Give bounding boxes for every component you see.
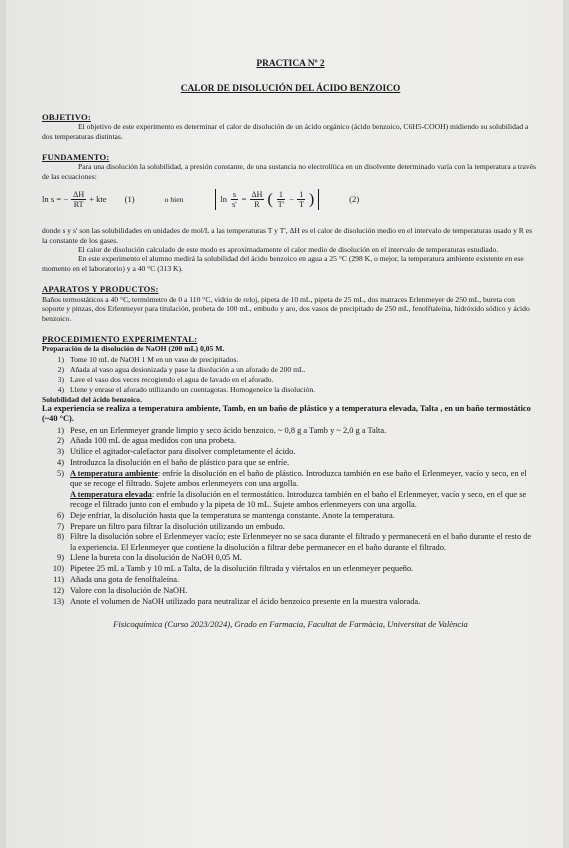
step-number: 8) [57,532,64,542]
list-item [42,447,539,457]
eq1-ln: ln s = − [42,194,69,205]
step-number: 5) [57,468,64,478]
step-text [70,375,539,384]
eq2-ln: ln [220,194,228,205]
eq2-h-num: ΔH [251,190,263,200]
step-body: Prepare un filtro para filtrar la disolución utilizando un embudo. [70,521,285,531]
step-text [70,426,539,436]
step-body: Llene la bureta con la disolución de NaOH 0,05 M. [70,553,242,563]
obien-text: o bien [164,195,184,205]
step-emphasis: A temperatura ambiente [70,468,158,478]
eq2-s-den: s' [232,200,237,210]
step-number: 2) [57,364,64,374]
step-body: Introduzca la disolución en el baño de plástico para que se enfríe. [70,457,290,467]
equations [42,189,539,210]
step-body: Anote el volumen de NaOH utilizado para neutralizar el ácido benzoico presente en la muestra valorada. [70,596,421,606]
step-body: Tome 10 mL de NaOH 1 M en un vaso de precipitados. [70,354,239,364]
step-body: Pipetee 25 mL a Tamb y 10 mL a Talta, de la disolución filtrada y viértalos en un erlenmeyer pequeño. [70,564,414,574]
step-body: Valore con la disolución de NaOH. [70,585,188,595]
step-number: 4) [57,384,64,394]
sol-steps-list [42,426,539,607]
aparatos-heading: APARATOS Y PRODUCTOS: [42,284,159,295]
eq1-fraction [71,190,86,209]
step-body: Lave el vaso dos veces recogiendo el agua de lavado en el aforado. [70,374,274,384]
document-footer: Fisicoquímica (Curso 2023/2024), Grado en Farmacia, Facultat de Farmàcia, Universitat de València [113,618,468,629]
step-body: : enfríe la disolución en el termostático. Introduzca también en el baño el Erlenmeyer, vacío y seco, en el que se recoge el filtrado junto con el embudo y la pipeta de 10 mL. Sujete ambos erlenmeyers con una argolla. [70,489,527,509]
list-item [42,586,539,596]
aparatos-text: Baños termostáticos a 40 °C, termómetro de 0 a 110 °C, vidrio de reloj, pipeta de 10 mL, pipeta de 25 mL, dos matraces Erlenmeyer de 250 mL, bureta con soporte y pinzas, dos Erlenmeyer para titulación, probeta de 100 mL, embudo y aro, dos vasos de precipitado de 250 mL, fenolftaleína, hidróxido sódico y ácido benzoico. [42,294,530,323]
list-item [42,365,539,374]
eq2-a-den: T' [277,200,285,210]
list-item [42,532,539,552]
step-number: 10) [52,564,64,574]
fundamento-p1: donde s y s' son las solubilidades en unidades de mol/L a las temperaturas T y T', ΔH es el calor de disolución medio en el intervalo de temperaturas usado y R es la constante de los gases. [42,226,533,245]
step-number: 1) [57,354,64,364]
step-number: 6) [57,510,64,520]
step-text [70,385,539,394]
list-item [42,490,539,510]
step-number: 2) [57,436,64,446]
document-subtitle: CALOR DE DISOLUCIÓN DEL ÁCIDO BENZOICO [180,84,401,95]
list-item [42,355,539,364]
step-number: 11) [53,574,64,584]
list-item [42,375,539,384]
step-body: Añada al vaso agua desionizada y pase la disolución a un aforado de 200 mL. [70,364,306,374]
eq1-den: RT [73,200,84,210]
equation-1 [42,190,107,209]
equation-2 [215,189,319,210]
eq2-label: (2) [349,194,360,205]
eq2-h-den: R [254,200,260,210]
step-text [70,490,539,510]
eq2-b-den: T [298,200,304,210]
list-item [42,553,539,563]
step-text [70,553,539,563]
step-text [70,436,539,446]
step-number: 4) [57,457,64,467]
step-text [70,511,539,521]
objetivo-heading: OBJETIVO: [42,111,91,122]
step-text [70,575,539,585]
prep-steps-list [42,355,539,394]
fundamento-p2: El calor de disolución calculado de este modo es aproximadamente el calor medio de disolución en el intervalo de temperaturas estudiado. [78,245,499,255]
fundamento-heading: FUNDAMENTO: [42,152,110,163]
list-item [42,426,539,436]
prep-heading: Preparación de la disolución de NaOH (200 mL) 0,05 M. [42,344,225,354]
eq1-num: ΔH [73,190,85,200]
fundamento-intro: Para una disolución la solubilidad, a presión constante, de una sustancia no electrolítica en un disolvente determinado varía con la temperatura a través de las ecuaciones: [42,162,536,181]
step-text [70,564,539,574]
step-body: Filtre la disolución sobre el Erlenmeyer vacío; este Erlenmeyer no se saca durante el filtrado y permanecerá en el baño durante el resto de la experiencia. El Erlenmeyer que contiene la disolución a filtrar debe permanecer en el baño durante el filtrado. [70,532,532,552]
step-emphasis: A temperatura elevada [70,489,152,499]
procedimiento-heading: PROCEDIMIENTO EXPERIMENTAL: [42,333,198,344]
document-title: PRACTICA Nº 2 [256,59,325,69]
step-body: Utilice el agitador-calefactor para disolver completamente el ácido. [70,447,296,457]
step-body: Añada una gota de fenolftaleína. [70,574,180,584]
list-item [42,564,539,574]
list-item [42,575,539,585]
step-body: : enfríe la disolución en el baño de plástico. Introduzca también en ese baño el Erlenmeyer, vacío y seco, en el que se recoge el filtrado. Sujete ambos erlenmeyers con una argolla. [70,468,527,488]
list-item [42,597,539,607]
step-text [70,522,539,532]
eq2-h-frac [250,190,265,209]
eq2-b-num: 1 [299,190,304,200]
eq1-label: (1) [124,194,135,205]
sol-heading: Solubilidad del ácido benzoico. [42,394,143,404]
eq2-open-paren: ( [267,190,273,208]
objetivo-text: El objetivo de este experimento es determinar el calor de disolución de un ácido orgánico (ácido benzoico, C6H5-COOH) midiendo su solubilidad a dos temperaturas distintas. [42,122,529,141]
eq2-a-num: 1 [278,190,283,200]
step-number: 12) [52,585,64,595]
step-body: Añada 100 mL de agua medidos con una probeta. [70,436,236,446]
step-text [70,597,539,607]
step-body: Pese, en un Erlenmeyer grande limpio y seco ácido benzoico. ~ 0,8 g a Tamb y ~ 2,0 g a Talta. [70,425,387,435]
list-item [42,511,539,521]
eq2-a-frac [276,190,286,209]
step-text [70,532,539,552]
eq2-close-paren: ) [308,190,315,208]
step-number: 1) [57,425,64,435]
eq2-s-num: s [232,190,236,200]
step-text [70,586,539,596]
list-item [42,458,539,468]
eq2-minus: − [289,194,294,205]
step-body: Llene y enrase el aforado utilizando un cuentagotas. Homogeneice la disolución. [70,384,316,394]
step-text [70,365,539,374]
step-text [70,458,539,468]
fundamento-p3: En este experimento el alumno medirá la solubilidad del ácido benzoico en agua a 25 °C (298 K, o mejor, la temperatura ambiente existente en ese momento en el laboratorio) y a 40 °C (313 K). [42,254,524,273]
list-item [42,469,539,489]
eq1-tail: + kte [89,194,107,205]
list-item [42,522,539,532]
step-text [70,447,539,457]
step-number: 7) [57,521,64,531]
step-number: 3) [57,447,64,457]
sol-intro: La experiencia se realiza a temperatura ambiente, Tamb, en un baño de plástico y a temperatura elevada, Talta , en un baño termostático (~40 °C). [42,404,531,424]
document-page [6,0,563,848]
list-item [42,436,539,446]
eq2-b-frac [297,190,306,209]
step-body: Deje enfriar, la disolución hasta que la temperatura se mantenga constante. Anote la temperatura. [70,510,395,520]
eq2-equals: = [241,194,247,205]
step-number [42,490,70,510]
list-item [42,385,539,394]
step-number: 13) [52,596,64,606]
eq2-s-frac [230,190,239,209]
step-text [70,355,539,364]
step-number: 9) [57,553,64,563]
step-text [70,469,539,489]
step-number: 3) [57,374,64,384]
